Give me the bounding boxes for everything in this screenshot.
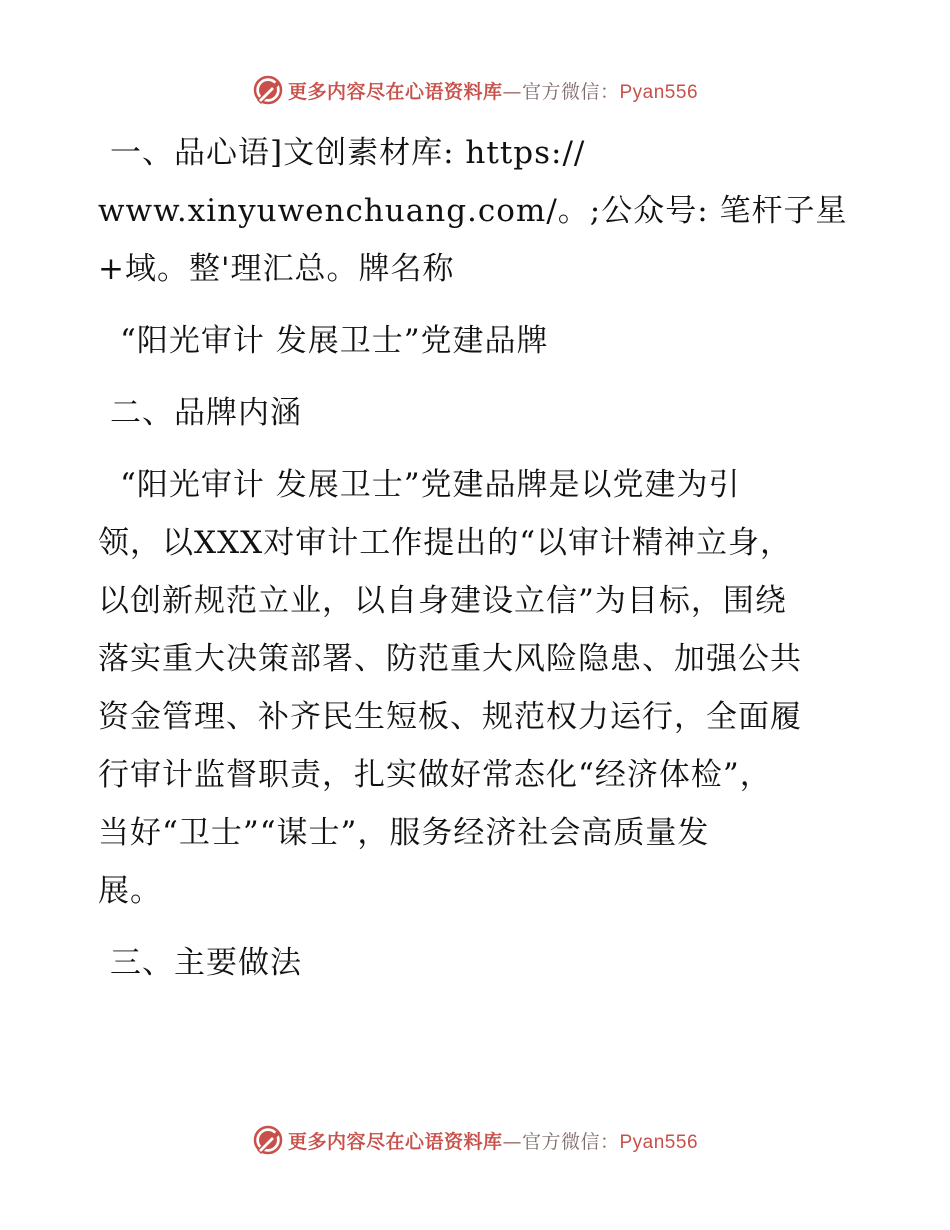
banner-text <box>288 1127 698 1154</box>
pen-logo-icon <box>252 1124 284 1156</box>
paragraph-line: 以创新规范立业，以自身建设立信”为目标，围绕 <box>98 583 787 619</box>
banner-dash: — <box>502 80 522 103</box>
banner-wechat-label: 官方微信： <box>521 80 620 103</box>
paragraph-line: 展。 <box>98 873 162 909</box>
section-1-line: 一、品心语]文创素材库: https:// <box>110 135 586 171</box>
banner-wechat-label: 官方微信： <box>521 1130 620 1153</box>
paragraph-line: 资金管理、补齐民生短板、规范权力运行，全面履 <box>98 699 802 735</box>
heading-brand-connotation: 二、品牌内涵 <box>110 395 302 431</box>
paragraph-line: 当好“卫士”“谋士”，服务经济社会高质量发 <box>98 815 710 851</box>
section-1 <box>98 124 858 298</box>
paragraph-line: “阳光审计 发展卫士”党建品牌是以党建为引 <box>120 467 741 503</box>
paragraph-line: 行审计监督职责，扎实做好常态化“经济体检”， <box>98 757 772 793</box>
header-banner <box>0 70 950 110</box>
document-body <box>98 124 858 992</box>
section-1-line: www.xinyuwenchuang.com/。;公众号: 笔杆子星 <box>98 193 848 229</box>
banner-wechat-handle: Pyan556 <box>619 81 699 103</box>
heading-main-practices: 三、主要做法 <box>110 945 302 981</box>
banner-wechat-handle: Pyan556 <box>619 1131 699 1153</box>
connotation-paragraph <box>98 456 858 920</box>
banner-site-name: 更多内容尽在心语资料库 <box>287 80 503 103</box>
brand-name: “阳光审计 发展卫士”党建品牌 <box>120 323 549 359</box>
banner-site-name: 更多内容尽在心语资料库 <box>287 1130 503 1153</box>
section-1-line: +域。整'理汇总。牌名称 <box>98 251 455 287</box>
paragraph-line: 落实重大决策部署、防范重大风险隐患、加强公共 <box>98 641 802 677</box>
footer-banner <box>0 1120 950 1160</box>
paragraph-line: 领，以XXX对审计工作提出的“以审计精神立身， <box>98 525 793 561</box>
banner-text <box>288 77 698 104</box>
banner-dash: — <box>502 1130 522 1153</box>
pen-logo-icon <box>252 74 284 106</box>
